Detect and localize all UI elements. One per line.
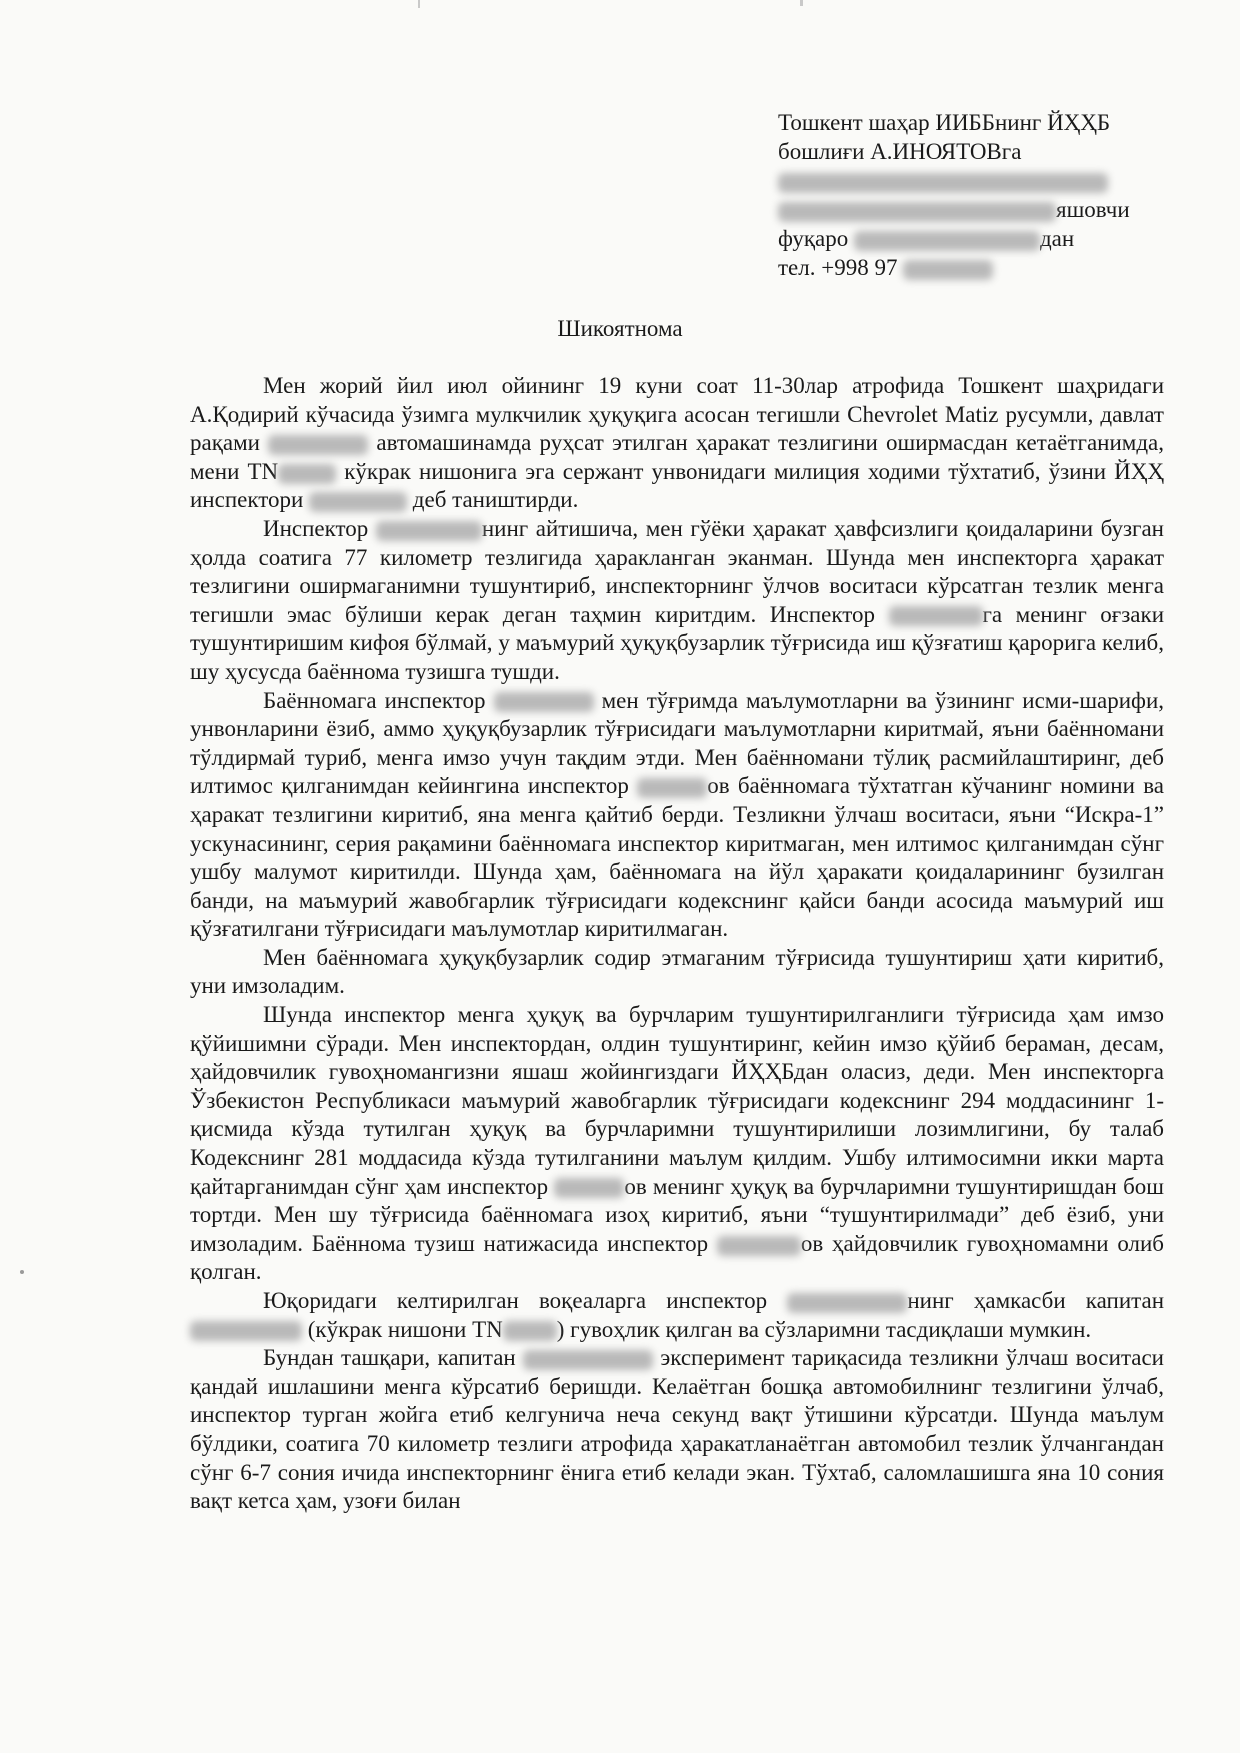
redacted-name — [717, 1236, 801, 1256]
scan-artifact — [800, 0, 803, 6]
paragraph — [190, 687, 1164, 944]
redacted-phone — [903, 260, 993, 280]
paragraph-text: (кўкрак нишони TN — [307, 1316, 503, 1342]
paragraph-text: нинг ҳамкасби капитан — [907, 1288, 1165, 1313]
redacted-name — [309, 492, 407, 512]
paragraph-text: ) гувоҳлик қилган ва сўзларимни тасдиқлаши мумкин. — [556, 1316, 1092, 1342]
paragraph-text: Мен жорий йил июл ойининг 19 куни соат 11-30лар атрофида Тошкент шаҳридаги А.Қодирий кўчасида ўзимга мулкчилик ҳуқуқига асосан тегишли Chevrolet Matiz русумли, давлат рақами — [190, 373, 1164, 456]
addressee-citizen-label: фуқаро — [778, 226, 849, 251]
paragraph-text: ов менинг ҳуқуқ ва бурчларимни тушунтиришдан бош тортди. Мен шу тўғрисида баённомага изоҳ киритиб, яъни “тушунтирилмади” деб ёзиб, уни имзоладим. Баённома тузиш натижасида инспектор — [190, 1173, 1164, 1256]
paragraph — [190, 1287, 1164, 1344]
addressee-block — [778, 108, 1178, 282]
paragraph — [190, 1001, 1164, 1287]
paragraph-text: га менинг оғзаки тушунтиришим кифоя бўлмай, у маъмурий ҳуқуқбузарлик тўғрисида иш қўзғатиш қарорига келиб, шу ҳусусда баённома тузишга тушди. — [190, 601, 1165, 684]
scan-artifact — [418, 0, 420, 8]
addressee-line: бошлиғи А.ИНОЯТОВга — [778, 139, 1022, 164]
paragraph-text: мен тўғримда маълумотларни ва ўзининг исми-шарифи, унвонларини ёзиб, аммо ҳуқуқбузарлик тўғрисидаги маълумотларни киритмай, яъни баённомани тўлдирмай туриб, менга имзо учун тақдим этди. Мен баённомани тўлиқ расмийлаштиринг, деб илтимос қилганимдан кейингина инспектор — [190, 687, 1165, 799]
paragraph-text: Баённомага инспектор — [263, 687, 486, 713]
addressee-line — [778, 253, 1178, 282]
paragraph-text: эксперимент тариқасида тезликни ўлчаш воситаси қандай ишлашини менга кўрсатиб беришди. Келаётган бошқа автомобилнинг тезлигини ўлчаб, инспектор турган жойга етиб келгунича неча секунд вақт ўтишини кўрсатди. Шунда маълум бўлдики, соатига 70 километр тезлиги атрофида ҳаракатланаётган автомобил тезлик ўлчангандан сўнг 6-7 сония ичида инспекторнинг ёнига етиб келади экан. Тўхтаб, саломлашишга яна 10 сония вақт кетса ҳам, узоғи билан — [190, 1345, 1164, 1514]
scan-artifact — [20, 1270, 24, 1274]
addressee-line: Тошкент шаҳар ИИББнинг ЙҲҲБ — [778, 110, 1111, 135]
paragraph: Мен баённомага ҳуқуқбузарлик содир этмаганим тўғрисида тушунтириш ҳати киритиб, уни имзоладим. — [190, 944, 1164, 999]
addressee-from-suffix: дан — [1039, 226, 1075, 251]
addressee-line — [778, 195, 1178, 224]
paragraph — [190, 515, 1164, 687]
redacted-name — [889, 606, 983, 626]
document-title: Шикоятнома — [557, 316, 683, 341]
paragraph-text: ов ҳайдовчилик гувоҳномамни олиб қолган. — [190, 1230, 1165, 1285]
redacted-badge — [278, 464, 336, 484]
paragraph — [190, 372, 1164, 515]
addressee-line — [778, 166, 1178, 195]
redacted-name — [376, 521, 482, 541]
paragraph-text: Юқоридаги келтирилган воқеаларга инспектор — [263, 1288, 768, 1313]
redacted-name — [190, 1321, 302, 1341]
redacted-name — [494, 692, 594, 712]
redacted-text — [778, 202, 1056, 222]
document-body — [190, 372, 1164, 1516]
redacted-name — [787, 1293, 907, 1313]
addressee-residence: яшовчи — [1056, 197, 1130, 222]
paragraph-text: нинг айтишича, мен гўёки ҳаракат ҳавфсизлиги қоидаларини бузган ҳолда соатига 77 километр тезлигида ҳаракланган эканман. Шунда мен инспекторга ҳаракат тезлигини оширмаганимни тушунтириб, инспекторнинг ўлчов воситаси кўрсатган тезлик менга тегишли эмас бўлиши керак деган таҳмин киритдим. Инспектор — [190, 515, 1164, 627]
paragraph-text: ов баённомага тўхтатган кўчанинг номини ва ҳаракат тезлигини киритиб, яна менга қайтиб берди. Тезликни ўлчаш воситаси, яъни “Искра-1” ускунасининг, серия рақамини баённомага инспектор киритмаган, мен илтимос қилганимдан сўнг ушбу малумот киритилди. Шунда ҳам, баённомага на йўл ҳаракати қоидаларининг бузилган банди, на маъмурий жавобгарлик тўғрисидаги кодекснинг қайси банди асосида маъмурий иш қўзғатилгани тўғрисидаги маълумотлар киритилмаган. — [190, 773, 1164, 942]
paragraph-text: автомашинамда руҳсат этилган ҳаракат тезлигини оширмасдан кетаётганимда, мени TN — [190, 430, 1164, 484]
paragraph-text: кўкрак нишонига эга сержант унвонидаги милиция ходими тўхтатиб, ўзини ЙҲҲ инспектори — [190, 458, 1165, 513]
paragraph-text: Бундан ташқари, капитан — [263, 1345, 516, 1371]
redacted-name — [637, 778, 707, 798]
paragraph-text: деб таништирди. — [412, 487, 579, 513]
redacted-name — [554, 1178, 624, 1198]
addressee-phone: тел. +998 97 — [778, 255, 898, 280]
redacted-badge — [503, 1321, 557, 1341]
paragraph-text: Шунда инспектор менга ҳуқуқ ва бурчларим тушунтирилганлиги тўғрисида ҳам имзо қўйишимни сўради. Мен инспектордан, олдин тушунтиринг, кейин имзо қўйиб бераман, десам, ҳайдовчилик гувоҳномангизни яшаш жойингиздаги ЙҲҲБдан оласиз, деди. Мен инспекторга Ўзбекистон Республикаси маъмурий жавобгарлик тўғрисидаги кодекснинг 294 моддасининг 1-қисмида кўзда тутилган ҳуқуқ ва бурчларимни тушунтирилиши лозимлигини, бу талаб Кодекснинг 281 моддасида кўзда тутилганини маълум қилдим. Ушбу илтимосимни икки марта қайтарганимдан сўнг ҳам инспектор — [190, 1002, 1164, 1199]
addressee-line — [778, 224, 1178, 253]
redacted-name — [523, 1350, 653, 1370]
redacted-name — [854, 231, 1040, 251]
redacted-plate — [268, 435, 368, 455]
paragraph-text: Инспектор — [263, 515, 369, 541]
paragraph — [190, 1344, 1164, 1516]
redacted-text — [778, 173, 1108, 193]
